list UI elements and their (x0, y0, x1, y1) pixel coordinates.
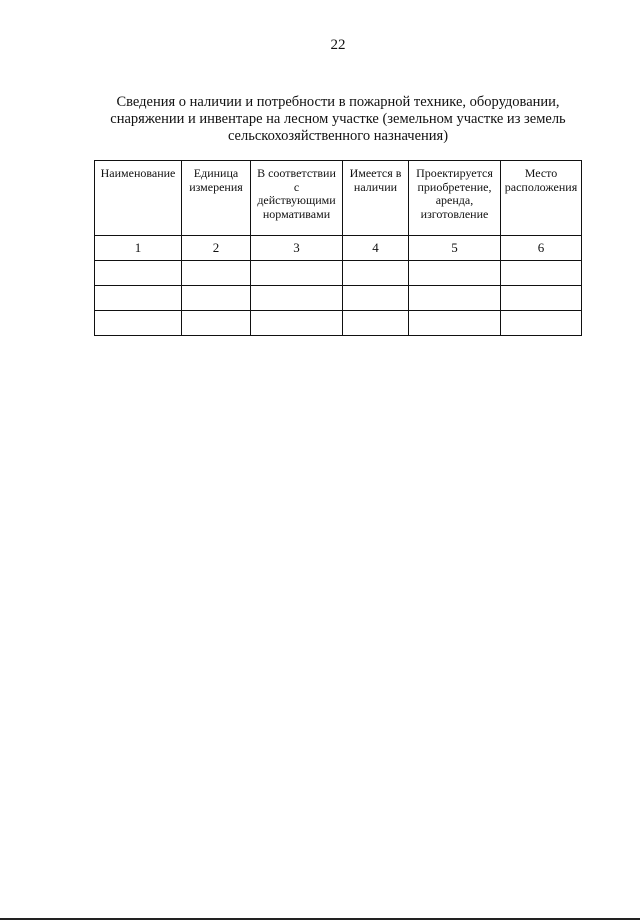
header-text: действующими (257, 193, 336, 207)
column-number: 2 (182, 236, 251, 261)
table-cell (343, 311, 409, 336)
column-number: 3 (251, 236, 343, 261)
table-cell (182, 286, 251, 311)
header-location (501, 161, 582, 236)
header-text: В соответствии (257, 166, 336, 180)
header-text: аренда, (435, 193, 474, 207)
header-text: измерения (189, 179, 243, 194)
header-text: наличии (353, 179, 398, 194)
header-unit (182, 161, 251, 236)
table-cell (343, 286, 409, 311)
equipment-table (94, 160, 582, 336)
header-text: Место (524, 166, 558, 180)
header-available (343, 161, 409, 236)
table-cell (409, 311, 501, 336)
header-standards (251, 161, 343, 236)
column-number: 6 (501, 236, 582, 261)
header-text: с (293, 179, 300, 194)
table-cell (95, 311, 182, 336)
table-row (95, 261, 582, 286)
table-row (95, 286, 582, 311)
header-name (95, 161, 182, 236)
header-text: нормативами (262, 206, 331, 221)
header-text: Единица (193, 166, 239, 180)
title-line-1: Сведения о наличии и потребности в пожарной технике, оборудовании, (116, 94, 560, 110)
table-cell (343, 261, 409, 286)
table-cell (501, 311, 582, 336)
header-text: приобретение, (417, 179, 492, 194)
column-number-row (95, 236, 582, 261)
table-cell (182, 311, 251, 336)
table-cell (251, 286, 343, 311)
table-cell (95, 286, 182, 311)
table-cell (409, 286, 501, 311)
column-number: 5 (409, 236, 501, 261)
table-cell (501, 261, 582, 286)
table-cell (501, 286, 582, 311)
column-number: 4 (343, 236, 409, 261)
header-planned (409, 161, 501, 236)
document-title (100, 94, 576, 145)
table-cell (409, 261, 501, 286)
header-text: Проектируется (416, 166, 493, 180)
table-row (95, 311, 582, 336)
title-line-2: снаряжении и инвентаре на лесном участке (земельном участке из земель (110, 111, 566, 127)
table-cell (95, 261, 182, 286)
header-text: Наименование (100, 166, 176, 180)
header-text: изготовление (420, 206, 489, 221)
title-line-3: сельскохозяйственного назначения) (227, 128, 449, 144)
page-number: 22 (330, 37, 346, 53)
table-cell (251, 261, 343, 286)
header-text: Имеется в (349, 166, 402, 180)
header-row (95, 161, 582, 236)
table-cell (182, 261, 251, 286)
column-number: 1 (95, 236, 182, 261)
header-text: расположения (504, 179, 578, 194)
table-cell (251, 311, 343, 336)
